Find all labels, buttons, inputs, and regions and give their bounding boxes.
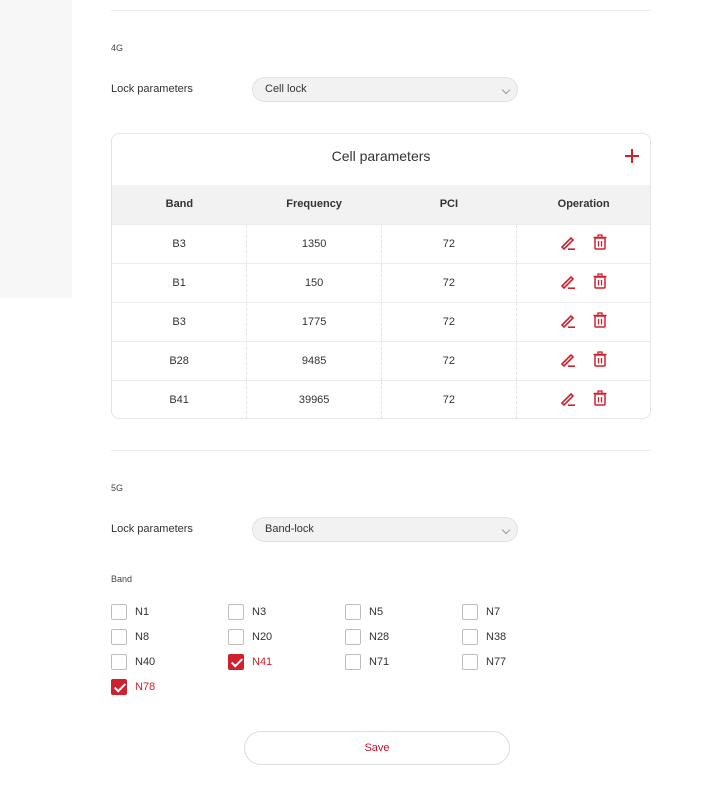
lock-parameters-label-5g: Lock parameters [111, 523, 193, 535]
cell-operation [516, 224, 651, 263]
cell-table-row [112, 263, 651, 302]
delete-icon[interactable] [591, 272, 609, 290]
cell-pci: 72 [382, 380, 517, 419]
lock-parameters-label-4g: Lock parameters [111, 83, 193, 95]
checkbox[interactable] [345, 629, 361, 645]
cell-operation [516, 341, 651, 380]
band-checkbox-n77[interactable] [462, 653, 506, 670]
band-checkbox-label: N3 [252, 605, 267, 618]
band-checkbox-label: N77 [486, 655, 507, 668]
band-checkbox-label: N7 [486, 605, 501, 618]
cell-frequency: 150 [247, 263, 382, 302]
save-button[interactable]: Save [244, 731, 510, 765]
band-checkbox-n28[interactable] [345, 628, 389, 645]
band-checkbox-label: N41 [252, 655, 273, 668]
cell-pci: 72 [382, 263, 517, 302]
cell-operation [516, 380, 651, 419]
band-checkbox-n41[interactable] [228, 653, 272, 670]
band-checkbox-n3[interactable] [228, 603, 266, 620]
divider-middle [111, 450, 651, 451]
delete-icon[interactable] [591, 233, 609, 251]
band-checkbox-n71[interactable] [345, 653, 389, 670]
cell-pci: 72 [382, 224, 517, 263]
chevron-down-icon [502, 86, 510, 94]
lock-parameters-value-5g: Band-lock [265, 523, 314, 535]
cell-parameters-title: Cell parameters [331, 148, 431, 164]
cell-band: B1 [112, 263, 247, 302]
cell-frequency: 39965 [247, 380, 382, 419]
cell-operation [516, 263, 651, 302]
column-header-frequency: Frequency [247, 185, 382, 224]
cell-frequency: 1775 [247, 302, 382, 341]
column-header-band: Band [112, 185, 247, 224]
cell-band: B41 [112, 380, 247, 419]
cell-pci: 72 [382, 341, 517, 380]
edit-icon[interactable] [559, 272, 577, 290]
checkbox[interactable] [462, 629, 478, 645]
lock-parameters-select-5g[interactable] [252, 517, 518, 542]
checkbox[interactable] [111, 679, 127, 695]
band-checkbox-label: N38 [486, 630, 507, 643]
cell-table-row [112, 302, 651, 341]
cell-table-row [112, 224, 651, 263]
edit-icon[interactable] [559, 311, 577, 329]
checkbox[interactable] [111, 604, 127, 620]
cell-table-row [112, 380, 651, 419]
checkbox[interactable] [345, 654, 361, 670]
lock-parameters-value-4g: Cell lock [265, 83, 307, 95]
band-checkbox-n40[interactable] [111, 653, 155, 670]
cell-pci: 72 [382, 302, 517, 341]
delete-icon[interactable] [591, 389, 609, 407]
band-checkbox-n7[interactable] [462, 603, 500, 620]
delete-icon[interactable] [591, 311, 609, 329]
cell-table-row [112, 341, 651, 380]
checkbox[interactable] [111, 654, 127, 670]
cell-frequency: 9485 [247, 341, 382, 380]
band-checkbox-n20[interactable] [228, 628, 272, 645]
checkbox[interactable] [345, 604, 361, 620]
checkbox[interactable] [228, 604, 244, 620]
cell-band: B3 [112, 302, 247, 341]
band-checkbox-label: N28 [369, 630, 390, 643]
cell-parameters-card [111, 133, 651, 419]
section-label-4g: 4G [111, 43, 124, 53]
side-panel [0, 0, 72, 298]
divider-top [111, 10, 651, 11]
cell-table-header [112, 185, 651, 224]
band-checkbox-n38[interactable] [462, 628, 506, 645]
checkbox[interactable] [228, 629, 244, 645]
band-checkbox-label: N20 [252, 630, 273, 643]
checkbox[interactable] [111, 629, 127, 645]
column-header-pci: PCI [382, 185, 517, 224]
chevron-down-icon [502, 526, 510, 534]
cell-table [112, 185, 651, 419]
band-checkbox-label: N5 [369, 605, 384, 618]
edit-icon[interactable] [559, 233, 577, 251]
add-cell-button[interactable] [624, 148, 640, 164]
cell-frequency: 1350 [247, 224, 382, 263]
column-header-operation: Operation [516, 185, 651, 224]
band-checkbox-n78[interactable] [111, 678, 155, 695]
band-checkbox-n5[interactable] [345, 603, 383, 620]
band-checkbox-label: N8 [135, 630, 150, 643]
lock-parameters-select-4g[interactable] [252, 77, 518, 102]
checkbox[interactable] [462, 654, 478, 670]
band-checkbox-label: N1 [135, 605, 150, 618]
cell-band: B3 [112, 224, 247, 263]
checkbox[interactable] [228, 654, 244, 670]
checkbox[interactable] [462, 604, 478, 620]
band-checkbox-n8[interactable] [111, 628, 149, 645]
band-checkbox-label: N71 [369, 655, 390, 668]
band-label: Band [111, 574, 133, 584]
edit-icon[interactable] [559, 389, 577, 407]
edit-icon[interactable] [559, 350, 577, 368]
band-checkbox-n1[interactable] [111, 603, 149, 620]
cell-band: B28 [112, 341, 247, 380]
section-label-5g: 5G [111, 483, 124, 493]
delete-icon[interactable] [591, 350, 609, 368]
cell-operation [516, 302, 651, 341]
band-checkbox-label: N40 [135, 655, 156, 668]
band-checkbox-label: N78 [135, 680, 156, 693]
